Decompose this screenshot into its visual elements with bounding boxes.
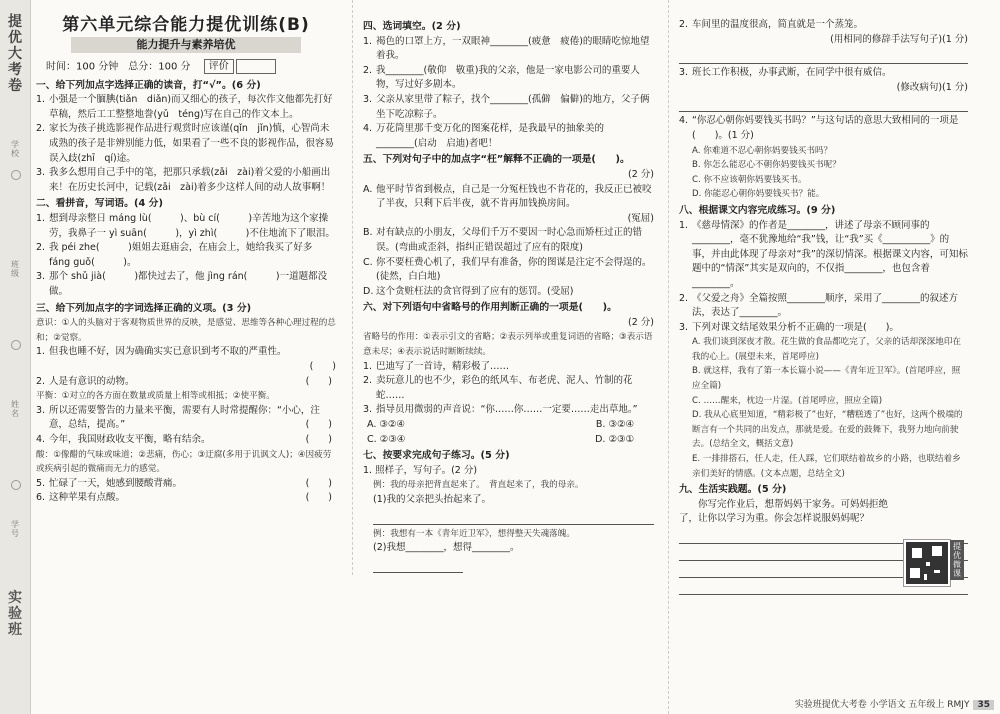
time-score-label: 时间：100 分钟 总分：100 分 <box>46 61 191 73</box>
question: 1. 巴迪写了一首诗，精彩极了…… <box>363 360 510 372</box>
question: 2. 我________(敬仰 敬重)我的父亲，他是一家电影公司的重要人物，写过好多剧本。 <box>363 64 640 91</box>
section-3-title: 三、给下列加点字的字词选择正确的义项。(3 分) <box>36 302 252 314</box>
definition-note: 平衡：①对立的各方面在数量或质量上相等或相抵；②使平衡。 <box>36 391 275 402</box>
option[interactable]: C. ……醒来，枕边一片湿。(首尾呼应，照应全篇) <box>692 395 883 406</box>
question: 3. 班长工作积极，办事武断，在同学中很有威信。 (修改病句)(1 分) <box>679 67 968 93</box>
spine-brand-bottom: 实验班 <box>8 590 22 638</box>
section-5-title: 五、下列对句子中的加点字“枉”解释不正确的一项是( )。 <box>363 154 630 166</box>
exam-meta <box>46 59 336 75</box>
question: 3. 下列对课文结尾效果分析不正确的一项是( )。 <box>679 321 899 333</box>
section-6-title: 六、对下列语句中省略号的作用判断正确的一项是( )。 <box>363 302 617 314</box>
question: 5. 忙碌了一天，她感到腰酸背痛。 ( ) <box>36 477 332 489</box>
option[interactable]: C. 你不应该朝你妈要钱买书。 <box>692 174 807 185</box>
column-right <box>668 0 968 714</box>
option-d[interactable]: D. ②③① <box>595 433 634 445</box>
question: 3. 我多么想用自己手中的笔，把那只承载(zǎi zài)着父爱的小船画出来！在历史长河中，记载(zǎi zài)着多少这样人间的动人故事啊！ <box>36 167 331 193</box>
option: A. 他平时节省到极点，自己是一分冤枉钱也不肯花的，我反正已被咬了半夜，只剩下后半夜，就不肯再加钱换房间。 (冤屈) <box>363 183 654 224</box>
option[interactable]: B. 就这样，我有了第一本长篇小说——《青年近卫军》。(首尾呼应，照应全篇) <box>692 366 961 392</box>
question: 3. 父亲从家里带了粽子，找个________(孤僻 偏僻)的地方，父子俩坐下吃凉粽子。 <box>363 93 650 120</box>
eval-label: 评价 <box>204 59 234 74</box>
question: 1. 照样子，写句子。(2 分) <box>363 464 478 476</box>
question: 1. 想到母亲整日 máng lù( )、bù cí( )辛苦地为这个家操劳，我鼻子一 yì suān( )，yì zhì( )不住地流下了眼泪。 <box>36 213 335 239</box>
answer-line[interactable] <box>373 510 654 525</box>
page-number: 35 <box>973 700 994 710</box>
question: 1. 褐色的口罩上方，一双眼神________(疲惫 疲倦)的眼睛吃惊地望着我。 <box>363 35 650 62</box>
section-4-title: 四、选词填空。(2 分) <box>363 21 461 32</box>
question: 1. 小强是一个腼腆(tiǎn diǎn)而又细心的孩子，每次作文他都先打好草稿，然后工工整整地誊(yǔ téng)写在自己的作文本上。 <box>36 94 333 120</box>
answer-line[interactable] <box>373 558 463 573</box>
question: 2. 卖玩意儿的也不少，彩色的纸风车、布老虎、泥人、竹制的花蛇…… <box>363 375 633 401</box>
question: 2. 车间里的温度很高，简直就是一个蒸笼。 (用相同的修辞手法写句子)(1 分) <box>679 19 968 45</box>
section-2-title: 二、看拼音，写词语。(4 分) <box>36 198 163 210</box>
section-9-title: 九、生活实践题。(5 分) <box>679 484 787 496</box>
spine-brand: 提优大考卷 <box>8 14 22 94</box>
option[interactable]: D. 我从心底里知道，“精彩极了”也好，“糟糕透了”也好，这两个极端的断言有一个共同的出发点，那就是爱。在爱的鼓舞下，我努力地向前驶去。(总结全文，概括文意) <box>692 410 963 450</box>
section-score: (2 分) <box>628 316 654 328</box>
option-c[interactable]: C. ②③④ <box>367 433 406 445</box>
question: 1. 但我也睡不好，因为确确实实已意识到考不取的严重性。 ( ) <box>36 346 336 372</box>
option: B. 对有缺点的小朋友，父母们千万不要因一时心急而矫枉过正的错误。(弯曲或歪斜，指纠正错误超过了应有的限度) <box>363 227 643 253</box>
options-row <box>363 418 654 433</box>
option[interactable]: E. 一排排搭石，任人走，任人踩，它们联结着故乡的小路，也联结着乡亲们美好的情感。(文本点题，总结全文) <box>692 454 961 479</box>
qr-code-icon[interactable] <box>904 540 950 586</box>
question: 3. 那个 shǔ jià( )都快过去了，他 jìng rán( )一道题都没做。 <box>36 271 328 297</box>
example: 例：我的母亲把背直起来了。 背直起来了，我的母亲。 <box>373 480 584 491</box>
page-footer <box>795 697 994 710</box>
option[interactable]: A. 你难道不忍心朝你妈要钱买书吗？ <box>692 145 833 156</box>
spine-field-name: 姓名 <box>11 400 19 418</box>
section-7-title: 七、按要求完成句子练习。(5 分) <box>363 450 510 462</box>
ellipsis-note: 省略号的作用：①表示引文的省略；②表示列举或重复词语的省略；③表示语意未尽；④表示说话时断断续续。 <box>363 332 653 358</box>
question: 2. 《父爱之舟》全篇按照________顺序，采用了________的叙述方法，表达了________。 <box>679 292 959 319</box>
section-score: (2 分) <box>628 168 654 180</box>
eval-box[interactable] <box>236 59 276 74</box>
question: 2. 我 péi zhe( )姐姐去逛庙会，在庙会上，她给我买了好多 fáng guǒ( )。 <box>36 242 313 268</box>
question: 3. 指导员用微弱的声音说：“你……你……一定要……走出草地。” <box>363 404 638 416</box>
page-subtitle: 能力提升与素养培优 <box>71 37 301 53</box>
spine-field-class: 班级 <box>11 260 19 278</box>
option[interactable]: A. 我们谈到深夜才散。花生做的食品都吃完了，父亲的话却深深地印在我的心上。(展望未来，首尾呼应) <box>692 337 962 362</box>
option-b[interactable]: B. ③②④ <box>595 419 634 431</box>
punch-hole-icon <box>11 170 21 180</box>
question: 6. 这种苹果有点酸。 ( ) <box>36 492 332 504</box>
option: D. 这个贪赃枉法的贪官得到了应有的惩罚。(受屈) <box>363 285 574 297</box>
question: 4. 今年，我国财政收支平衡，略有结余。 ( ) <box>36 433 332 445</box>
question: 2. 人是有意识的动物。 ( ) <box>36 375 332 387</box>
answer-line[interactable] <box>679 49 968 64</box>
sub-question: (1)我的父亲把头抬起来了。 <box>373 494 491 505</box>
spine-field-number: 学号 <box>11 520 19 538</box>
question: 3. 所以还需要警告的力量来平衡，需要有人时常提醒你：“小心，注意，总结，提高。” ( ) <box>36 404 332 431</box>
example: 例：我想有一本《青年近卫军》，想得整天失魂落魄。 <box>373 528 575 539</box>
section-8-title: 八、根据课文内容完成练习。(9 分) <box>679 204 836 216</box>
option: C. 你不要枉费心机了，我们早有准备，你的图谋是注定不会得逞的。(徒然，白白地) <box>363 256 652 283</box>
section-1-title: 一、给下列加点字选择正确的读音，打“√”。(6 分) <box>36 79 261 91</box>
column-middle <box>352 0 654 575</box>
option-a[interactable]: A. ③②④ <box>367 419 405 431</box>
answer-line[interactable] <box>679 97 968 112</box>
spine-field-school: 学校 <box>11 140 19 158</box>
option[interactable]: B. 你怎么能忍心不朝你妈要钱买书呢？ <box>692 160 841 171</box>
question: 4. 万花筒里那千变万化的图案花样，是我最早的抽象美的________(启动 启迪)者吧！ <box>363 123 605 149</box>
definition-note: 酸：①像醋的气味或味道；②悲痛，伤心；③迂腐(多用于讥讽文人)；④因疲劳或疾病引起的微痛而无力的感觉。 <box>36 449 332 475</box>
options-row <box>363 433 654 448</box>
practice-prompt: 你写完作业后，想帮妈妈干家务。可妈妈拒绝了，让你以学习为重。你会怎样说服妈妈呢？ <box>679 498 889 525</box>
question: 4. “你忍心朝你妈要钱买书吗？”与这句话的意思大致相同的一项是( )。(1 分) <box>679 115 959 141</box>
column-left <box>36 0 336 506</box>
definition-note: 意识：①人的头脑对于客观物质世界的反映，是感觉、思维等各种心理过程的总和；②觉察。 <box>36 318 336 343</box>
option[interactable]: D. 你能忍心朝你妈要钱买书？能。 <box>692 189 825 200</box>
qr-tag: 提优微课 <box>950 540 964 580</box>
question: 2. 家长为孩子挑选影视作品进行观赏时应该谨(qǐn jǐn)慎，心智尚未成熟的孩子是非辨别能力低，如果看了一些不良的影视作品，很容易误入歧(zhī qí)途。 <box>36 123 335 164</box>
question: 1. 《慈母情深》的作者是________，讲述了母亲不顾同事的________，毫不犹豫地给“我”钱，让“我”买《__________》的事，并由此体现了母亲对“我”的深切情深。根据课文内容，可知标题中的“情深”其实是双向的，不仅指________，也包含着________。 <box>679 219 968 289</box>
sub-question: (2)我想________，想得________。 <box>373 542 520 554</box>
page-title: 第六单元综合能力提优训练(B) <box>62 15 310 35</box>
punch-hole-icon <box>11 340 21 350</box>
punch-hole-icon <box>11 480 21 490</box>
footer-text: 实验班提优大考卷 小学语文 五年级上 RMJY <box>794 700 970 710</box>
binding-spine <box>0 0 31 714</box>
